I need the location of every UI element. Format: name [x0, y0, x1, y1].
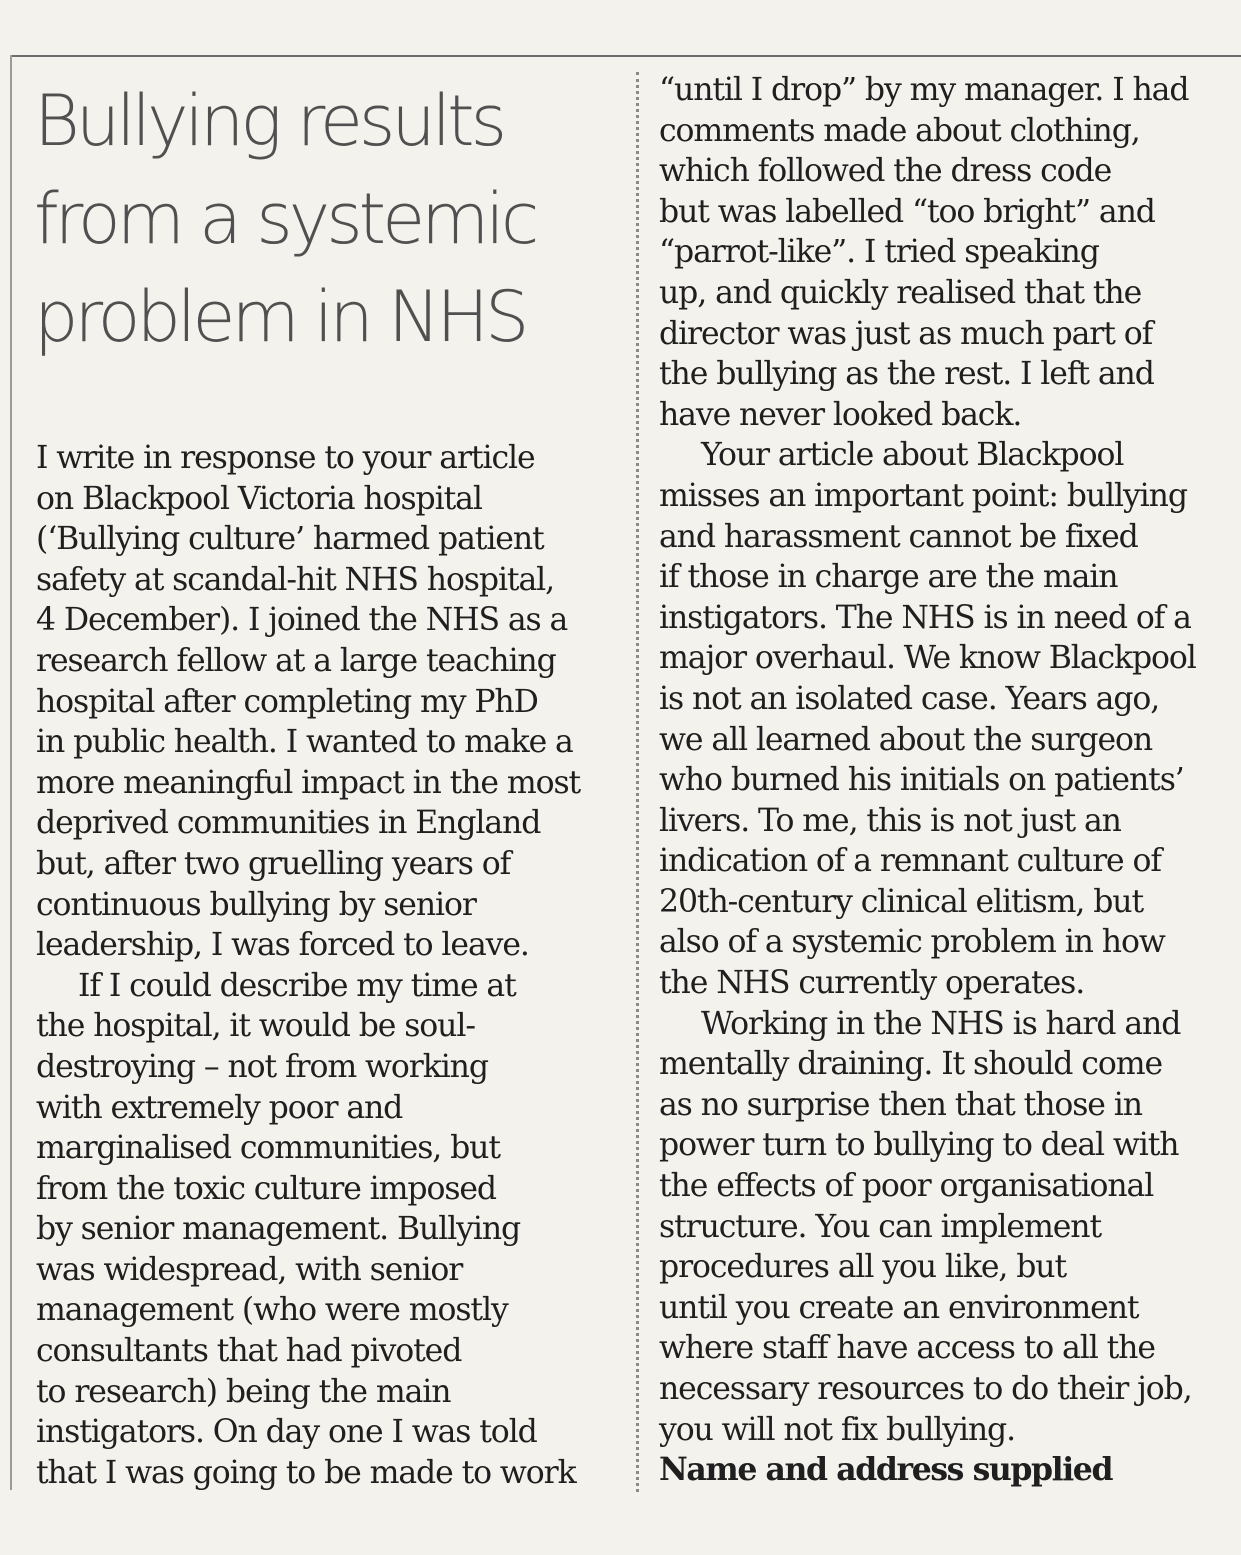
body-line: was widespread, with senior — [36, 1251, 463, 1288]
body-line: have never looked back. — [659, 396, 1022, 433]
body-line: 20th-century clinical elitism, but — [659, 883, 1144, 920]
paragraph-start-line: Your article about Blackpool — [701, 437, 1124, 474]
body-line: up, and quickly realised that the — [659, 274, 1142, 311]
body-line: “parrot-like”. I tried speaking — [659, 234, 1099, 271]
body-line: instigators. The NHS is in need of a — [659, 599, 1191, 636]
body-line: necessary resources to do their job, — [659, 1371, 1192, 1407]
body-line: where staff have access to all the — [659, 1330, 1155, 1367]
body-line: which followed the dress code — [659, 153, 1112, 190]
body-line: as no surprise then that those in — [659, 1086, 1142, 1123]
body-line: and harassment cannot be fixed — [659, 518, 1138, 555]
body-line: in public health. I wanted to make a — [36, 724, 573, 761]
body-line: who burned his initials on patients’ — [659, 762, 1184, 799]
body-line: but, after two gruelling years of — [36, 845, 511, 882]
body-line: with extremely poor and — [36, 1089, 403, 1126]
body-line: until you create an environment — [659, 1289, 1139, 1326]
paragraph-start-line: If I could describe my time at — [78, 967, 516, 1004]
body-line: you will not fix bullying. — [659, 1411, 1016, 1448]
body-line: management (who were mostly — [36, 1292, 508, 1329]
body-line: if those in charge are the main — [659, 559, 1118, 596]
headline — [34, 72, 624, 366]
left-rule — [10, 55, 12, 1490]
body-line: from the toxic culture imposed — [36, 1170, 496, 1207]
body-line: also of a systemic problem in how — [659, 924, 1165, 961]
body-line: hospital after completing my PhD — [36, 683, 538, 720]
body-line: is not an isolated case. Years ago, — [659, 680, 1160, 717]
body-line: indication of a remnant culture of — [659, 843, 1161, 880]
body-line: continuous bullying by senior — [36, 886, 476, 923]
body-line: marginalised communities, but — [36, 1130, 500, 1167]
body-line: on Blackpool Victoria hospital — [36, 480, 482, 517]
body-line: deprived communities in England — [36, 805, 541, 842]
body-line: comments made about clothing, — [659, 112, 1140, 149]
body-line: that I was going to be made to work — [36, 1454, 576, 1491]
body-line: by senior management. Bullying — [36, 1211, 521, 1248]
body-line: major overhaul. We know Blackpool — [659, 640, 1196, 677]
body-line: mentally draining. It should come — [659, 1046, 1162, 1083]
body-line: livers. To me, this is not just an — [659, 802, 1121, 839]
headline-line: Bullying results — [34, 80, 504, 162]
body-line: more meaningful impact in the most — [36, 764, 581, 801]
body-line: destroying – not from working — [36, 1048, 488, 1085]
body-line: the hospital, it would be soul- — [36, 1008, 475, 1045]
body-line: director was just as much part of — [659, 315, 1153, 352]
body-line: to research) being the main — [36, 1373, 451, 1410]
headline-line: from a systemic — [34, 178, 536, 260]
top-rule — [10, 55, 1241, 57]
body-line: power turn to bullying to deal with — [659, 1127, 1179, 1164]
body-line: 4 December). I joined the NHS as a — [36, 602, 568, 639]
body-line: structure. You can implement — [659, 1208, 1102, 1245]
body-line: “until I drop” by my manager. I had — [659, 72, 1189, 108]
body-line: the bullying as the rest. I left and — [659, 356, 1154, 393]
body-line: safety at scandal-hit NHS hospital, — [36, 561, 555, 598]
left-column — [36, 438, 628, 1493]
right-column — [659, 70, 1241, 1491]
column-divider — [636, 72, 639, 1492]
body-line: leadership, I was forced to leave. — [36, 927, 529, 964]
body-line: the effects of poor organisational — [659, 1168, 1154, 1205]
body-line: (‘Bullying culture’ harmed patient — [36, 521, 544, 558]
paragraph-start-line: Working in the NHS is hard and — [701, 1005, 1181, 1042]
author-signoff: Name and address supplied — [659, 1451, 1113, 1489]
body-line: but was labelled “too bright” and — [659, 193, 1155, 230]
headline-line: problem in NHS — [34, 276, 526, 358]
body-line: consultants that had pivoted — [36, 1333, 462, 1370]
body-line: I write in response to your article — [36, 440, 535, 476]
body-line: instigators. On day one I was told — [36, 1414, 537, 1451]
body-line: research fellow at a large teaching — [36, 642, 556, 679]
body-line: misses an important point: bullying — [659, 477, 1187, 514]
body-line: the NHS currently operates. — [659, 965, 1085, 1002]
body-line: procedures all you like, but — [659, 1249, 1067, 1286]
body-line: we all learned about the surgeon — [659, 721, 1153, 758]
